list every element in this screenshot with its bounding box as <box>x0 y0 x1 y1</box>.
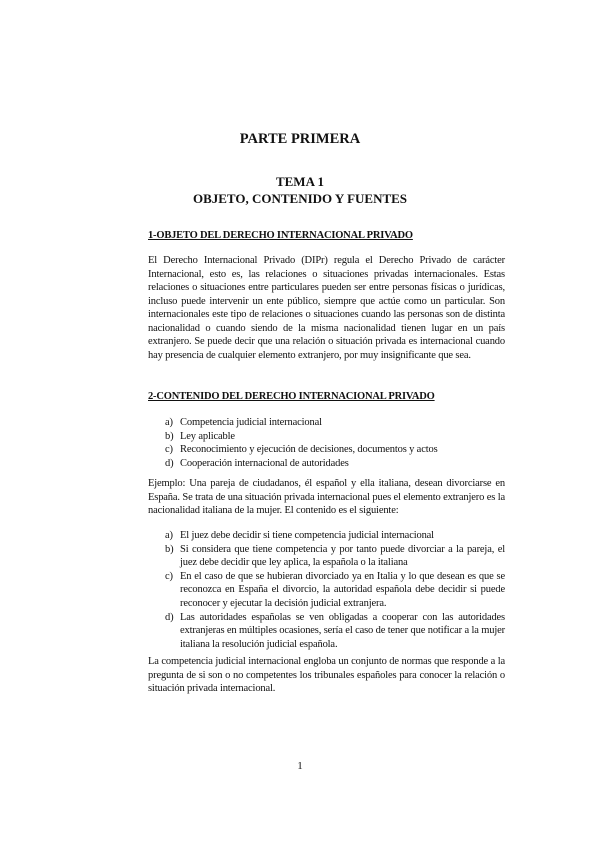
list-item <box>148 543 505 570</box>
list-marker: c) <box>165 570 173 582</box>
section-1-paragraph: El Derecho Internacional Privado (DIPr) regula el Derecho Privado de carácter Internacional, esto es, las relaciones o situaciones privadas internacionales. Estas relaciones o situaciones entre particulares pueden ser entre personas físicas o jurídicas, incluso puede intervenir un ente público, siempre que actúe como un particular. Son internacionales este tipo de relaciones o situaciones cuando las personas son de distinta nacionalidad o cuando siendo de la misma nacionalidad tienen lugar en un país extranjero. Se puede decir que una relación o situación privada es internacional cuando hay presencia de cualquier elemento extranjero, por muy insignificante que sea. <box>148 255 505 361</box>
list-item <box>148 611 505 652</box>
example-paragraph: Ejemplo: Una pareja de ciudadanos, él español y ella italiana, desean divorciarse en España. Se trata de una situación privada internacional pues el elemento extranjero es la nacionalidad italiana de la mujer. El contenido es el siguiente: <box>148 478 505 516</box>
tema-number: TEMA 1 <box>275 174 325 189</box>
closing-paragraph: La competencia judicial internacional engloba un conjunto de normas que responde a la pregunta de si son o no competentes los tribunales españoles para conocer la relación o situación privada internacional. <box>148 656 505 694</box>
list-item-text: Cooperación internacional de autoridades <box>180 457 349 469</box>
list-item <box>148 457 505 471</box>
list-marker: a) <box>165 417 173 428</box>
list-item <box>148 443 505 457</box>
list-item-text: Competencia judicial internacional <box>180 417 322 428</box>
list-item <box>148 430 505 444</box>
list-marker: a) <box>165 530 173 541</box>
list-item-text: Si considera que tiene competencia y por tanto puede divorciar a la pareja, el juez debe decidir que ley aplica, la española o la italiana <box>180 543 505 569</box>
content-list <box>148 416 505 470</box>
part-title: PARTE PRIMERA <box>239 131 361 147</box>
list-marker: b) <box>165 430 174 442</box>
example-list <box>148 529 505 651</box>
list-marker: d) <box>165 611 174 623</box>
list-item <box>148 570 505 611</box>
list-item-text: Las autoridades españolas se ven obligadas a cooperar con las autoridades extranjeras en múltiples ocasiones, sería el caso de tener que notificar a la mujer italiana la resolución judicial española. <box>180 611 505 650</box>
list-item-text: Reconocimiento y ejecución de decisiones, documentos y actos <box>180 444 438 456</box>
section-1-heading: 1-OBJETO DEL DERECHO INTERNACIONAL PRIVADO <box>148 230 413 241</box>
page-number: 1 <box>297 760 303 772</box>
list-marker: b) <box>165 543 174 555</box>
list-item-text: El juez debe decidir si tiene competencia judicial internacional <box>180 530 434 541</box>
tema-title: OBJETO, CONTENIDO Y FUENTES <box>192 191 408 206</box>
section-2-heading: 2-CONTENIDO DEL DERECHO INTERNACIONAL PRIVADO <box>148 391 435 402</box>
list-marker: d) <box>165 457 174 469</box>
tema-heading <box>0 173 600 207</box>
list-item <box>148 416 505 430</box>
list-item-text: Ley aplicable <box>180 430 235 442</box>
list-item-text: En el caso de que se hubieran divorciado ya en Italia y lo que desean es que se reconozca en España el divorcio, la autoridad española debe decidir si puede reconocer y ejecutar la decisión judicial extranjera. <box>180 570 505 609</box>
list-item <box>148 529 505 543</box>
list-marker: c) <box>165 444 173 456</box>
